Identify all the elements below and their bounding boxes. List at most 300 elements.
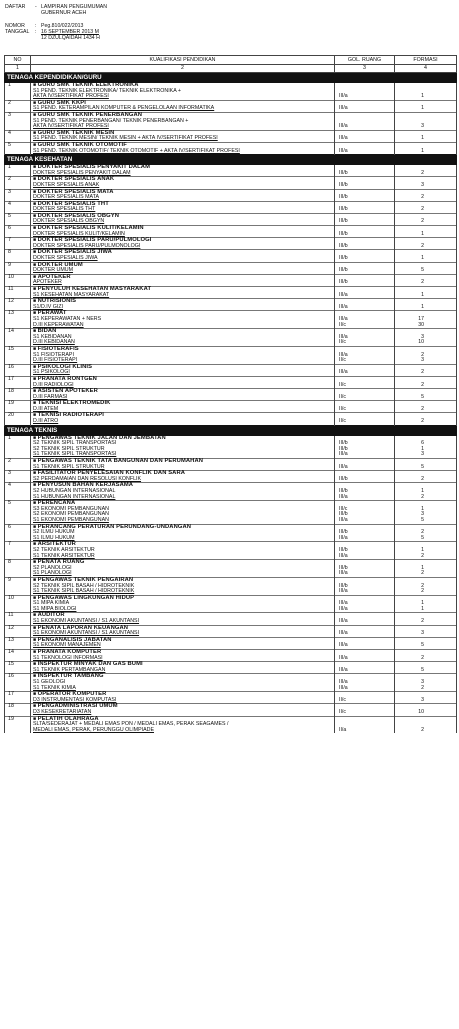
formasi-cell xyxy=(395,716,457,733)
formasi-value: 1 xyxy=(421,303,424,310)
qualification-text: DOKTER SPESIALIS MATA xyxy=(33,194,100,201)
row-number: 19 xyxy=(5,401,31,413)
qualification-text: S1 HUBUNGAN INTERNASIONAL xyxy=(33,493,116,500)
position-title: ■ APOTEKER xyxy=(33,275,332,281)
formasi-value: 2 xyxy=(421,552,424,559)
table-row xyxy=(5,716,457,733)
gol-ruang-value: III/a xyxy=(339,105,348,112)
gol-ruang-cell xyxy=(335,650,395,662)
formasi-value: 2 xyxy=(421,218,424,225)
gol-ruang-cell xyxy=(335,83,395,101)
position-title: ■ PENGAWAS TEKNIK TATA BANGUNAN DAN PERUMAHAN xyxy=(33,459,332,465)
formasi-cell xyxy=(395,674,457,692)
table-row xyxy=(5,637,457,649)
kualifikasi-cell xyxy=(31,637,335,649)
table-row xyxy=(5,459,457,471)
table-row xyxy=(5,524,457,542)
qualification-text: S1 KEBIDANAN xyxy=(33,333,72,340)
table-row xyxy=(5,112,457,130)
formasi-value: 3 xyxy=(421,123,424,130)
table-row xyxy=(5,83,457,101)
row-number: 4 xyxy=(5,130,31,142)
table-row xyxy=(5,674,457,692)
row-number: 13 xyxy=(5,637,31,649)
gol-ruang-value: III/b xyxy=(339,546,348,553)
formasi-value: 1 xyxy=(421,600,424,607)
formasi-value: 30 xyxy=(418,321,424,328)
kualifikasi-cell xyxy=(31,560,335,578)
formasi-cell xyxy=(395,142,457,154)
row-number: 2 xyxy=(5,177,31,189)
formasi-cell xyxy=(395,560,457,578)
table-row xyxy=(5,704,457,716)
formasi-value: 2 xyxy=(421,582,424,589)
qualification-text: S2 PERDAMAIAN DAN RESOLUSI KONFLIK xyxy=(33,475,142,482)
section-title: TENAGA KESEHATAN xyxy=(5,155,457,165)
gol-ruang-value: III/a xyxy=(339,618,348,625)
formasi-cell xyxy=(395,483,457,501)
table-row xyxy=(5,413,457,425)
formasi-value: 2 xyxy=(421,684,424,691)
kualifikasi-cell xyxy=(31,226,335,238)
gol-ruang-value: III/a xyxy=(339,303,348,310)
table-row xyxy=(5,542,457,560)
formasi-value: 5 xyxy=(421,516,424,523)
gol-ruang-cell xyxy=(335,413,395,425)
kualifikasi-cell xyxy=(31,112,335,130)
kualifikasi-cell xyxy=(31,250,335,262)
formasi-value: 3 xyxy=(421,696,424,703)
row-number: 5 xyxy=(5,213,31,225)
tanggal-value-1: 16 SEPTEMBER 2013 M xyxy=(41,29,99,35)
table-row xyxy=(5,595,457,613)
row-number: 5 xyxy=(5,142,31,154)
gol-ruang-value: III/b xyxy=(339,445,348,452)
kualifikasi-cell xyxy=(31,662,335,674)
position-title: ■ GURU SMK TEKNIK ELEKTRONIKA xyxy=(33,83,332,89)
formasi-value: 2 xyxy=(421,169,424,176)
gol-ruang-value: II/c xyxy=(339,405,346,412)
qualification-text: S1 MIPA KIMIA xyxy=(33,600,70,607)
row-number: 16 xyxy=(5,364,31,376)
row-number: 1 xyxy=(5,435,31,458)
gol-ruang-value: III/a xyxy=(339,123,348,130)
table-row xyxy=(5,213,457,225)
gol-ruang-value: III/b xyxy=(339,511,348,518)
position-title: ■ BIDAN xyxy=(33,329,332,335)
gol-ruang-cell xyxy=(335,112,395,130)
qualification-text: S1 MIPA BIOLOGI xyxy=(33,605,77,612)
kualifikasi-cell xyxy=(31,501,335,524)
formasi-cell xyxy=(395,389,457,401)
formasi-value: 17 xyxy=(418,315,424,322)
gol-ruang-value: III/a xyxy=(339,605,348,612)
formasi-value: 6 xyxy=(421,440,424,447)
row-number: 1 xyxy=(5,165,31,177)
formasi-value: 2 xyxy=(421,405,424,412)
gol-ruang-cell xyxy=(335,287,395,299)
gol-ruang-value: III/a xyxy=(339,291,348,298)
kualifikasi-cell xyxy=(31,262,335,274)
formasi-cell xyxy=(395,459,457,471)
qualification-text: DOKTER UMUM xyxy=(33,267,74,274)
qualification-text: S1 TEKNOLOGI INFORMASI xyxy=(33,654,103,661)
qualification-text: S1 PLANOLOGI xyxy=(33,570,72,577)
gol-ruang-cell xyxy=(335,201,395,213)
formasi-value: 2 xyxy=(421,242,424,249)
gol-ruang-value: II/c xyxy=(339,708,346,715)
gol-ruang-value: II/c xyxy=(339,339,346,346)
position-title: ■ PENYULUH KESEHATAN MASYARAKAT xyxy=(33,287,332,293)
position-title: ■ DOKTER SPESIALIS MATA xyxy=(33,190,332,196)
gol-ruang-value: III/a xyxy=(339,666,348,673)
gol-ruang-value: III/a xyxy=(339,135,348,142)
row-number: 12 xyxy=(5,625,31,637)
gol-ruang-cell xyxy=(335,346,395,364)
position-title: ■ GURU SMK TEKNIK OTOMOTIF xyxy=(33,143,332,149)
qualification-text: D.III ATRO xyxy=(33,418,59,425)
formasi-cell xyxy=(395,250,457,262)
row-number: 20 xyxy=(5,413,31,425)
formasi-value: 1 xyxy=(421,488,424,494)
kualifikasi-cell xyxy=(31,142,335,154)
qualification-text: S1 PSIKOLOGI xyxy=(33,369,70,376)
gol-ruang-cell xyxy=(335,177,395,189)
row-number: 4 xyxy=(5,483,31,501)
position-title: ■ INSPEKTUR MINYAK DAN GAS BUMI xyxy=(33,662,332,668)
qualification-text: S1 TEKNIK SIPIL TRANSPORTASI xyxy=(33,451,117,458)
position-title: ■ PRANATA RONTGEN xyxy=(33,377,332,383)
formasi-value: 2 xyxy=(421,194,424,201)
formasi-value: 2 xyxy=(421,369,424,376)
column-number-row xyxy=(5,65,457,73)
formasi-cell xyxy=(395,329,457,347)
table-row xyxy=(5,226,457,238)
position-title: ■ PRANATA KOMPUTER xyxy=(33,650,332,656)
position-title: ■ PENGADMINISTRASI UMUM xyxy=(33,704,332,710)
section-header xyxy=(5,425,457,435)
formasi-value: 1 xyxy=(421,93,424,100)
gol-ruang-cell xyxy=(335,637,395,649)
kualifikasi-cell xyxy=(31,389,335,401)
gol-ruang-cell xyxy=(335,401,395,413)
kualifikasi-cell xyxy=(31,704,335,716)
row-number: 18 xyxy=(5,389,31,401)
position-title: ■ PSIKOLOGI KLINIS xyxy=(33,365,332,371)
gol-ruang-value: III/a xyxy=(339,600,348,607)
formasi-value: 1 xyxy=(421,105,424,112)
table-row xyxy=(5,287,457,299)
gol-ruang-value: III/a xyxy=(339,642,348,649)
formasi-value: 2 xyxy=(421,381,424,388)
kualifikasi-cell xyxy=(31,692,335,704)
gol-ruang-cell xyxy=(335,459,395,471)
position-title: ■ GURU SMK TEKNIK MESIN xyxy=(33,131,332,137)
table-row xyxy=(5,376,457,388)
formasi-cell xyxy=(395,262,457,274)
position-title: ■ FISIOTERAFIS xyxy=(33,347,332,353)
row-number: 18 xyxy=(5,704,31,716)
position-title: ■ PERAWAT xyxy=(33,311,332,317)
formasi-value: 1 xyxy=(421,147,424,154)
qualification-text: DOKTER SPESIALIS PARU/PULMONOLOGI xyxy=(33,242,141,249)
row-number: 4 xyxy=(5,201,31,213)
table-row xyxy=(5,346,457,364)
gol-ruang-cell xyxy=(335,262,395,274)
kualifikasi-cell xyxy=(31,329,335,347)
formasi-value: 1 xyxy=(421,505,424,512)
gol-ruang-cell xyxy=(335,250,395,262)
position-title: ■ DOKTER SPESIALIS PENYAKIT DALAM xyxy=(33,165,332,171)
column-header-no: NO xyxy=(5,56,31,65)
nomor-label: NOMOR xyxy=(5,23,25,29)
row-number: 11 xyxy=(5,287,31,299)
column-header-gol-ruang: GOL. RUANG xyxy=(335,56,395,65)
formasi-value: 2 xyxy=(421,654,424,661)
gol-ruang-cell xyxy=(335,142,395,154)
formasi-value: 1 xyxy=(421,255,424,262)
gol-ruang-cell xyxy=(335,674,395,692)
formasi-cell xyxy=(395,287,457,299)
formasi-value: 2 xyxy=(421,418,424,425)
kualifikasi-cell xyxy=(31,650,335,662)
tanggal-label: TANGGAL xyxy=(5,29,30,35)
gol-ruang-cell xyxy=(335,501,395,524)
position-title: ■ FASILITATOR PENYELESAIAN KONFLIK DAN SARA xyxy=(33,471,332,477)
gol-ruang-value: III/b xyxy=(339,440,348,447)
formasi-value: 3 xyxy=(421,451,424,458)
formasi-cell xyxy=(395,435,457,458)
position-title: ■ DOKTER SPESIALIS PARU/PULMOLOGI xyxy=(33,238,332,244)
qualification-text: S1 PEND. TEKNIK OTOMOTIF/ TEKNIK OTOMOTIF + AKTA IV/SERTIFIKAT PROFESI xyxy=(33,147,240,154)
table-row xyxy=(5,560,457,578)
formasi-cell xyxy=(395,542,457,560)
table-row xyxy=(5,662,457,674)
gol-ruang-cell xyxy=(335,165,395,177)
qualification-text: S1 TEKNIK ARSITEKTUR xyxy=(33,552,95,559)
formasi-value: 5 xyxy=(421,666,424,673)
gol-ruang-value: III/b xyxy=(339,564,348,571)
row-number: 2 xyxy=(5,459,31,471)
formasi-value: 5 xyxy=(421,463,424,470)
row-number: 3 xyxy=(5,189,31,201)
gol-ruang-value: III/a xyxy=(339,463,348,470)
qualification-text: S1 EKONOMI AKUNTANSI / S1 AKUNTANSI xyxy=(33,630,140,637)
table-row xyxy=(5,625,457,637)
qualification-text: DOKTER SPESIALIS JIWA xyxy=(33,255,98,262)
formasi-cell xyxy=(395,704,457,716)
formasi-cell xyxy=(395,625,457,637)
formasi-cell xyxy=(395,226,457,238)
row-number: 15 xyxy=(5,662,31,674)
row-number: 10 xyxy=(5,595,31,613)
formasi-value: 2 xyxy=(421,588,424,595)
formasi-cell xyxy=(395,650,457,662)
gol-ruang-cell xyxy=(335,364,395,376)
gol-ruang-cell xyxy=(335,389,395,401)
gol-ruang-value: II/c xyxy=(339,321,346,328)
formasi-value: 3 xyxy=(421,357,424,364)
qualification-text: S1 TEKNIK PERTAMBANGAN xyxy=(33,666,106,673)
row-number: 6 xyxy=(5,226,31,238)
qualification-text: D.III FARMASI xyxy=(33,393,68,400)
daftar-label: DAFTAR xyxy=(5,4,26,10)
position-title: ■ PENGAWAS TEKNIK PENGAIRAN xyxy=(33,578,332,584)
qualification-text: S1 PEND. KETERAMPILAN KOMPUTER & PENGELOLAAN INFORMATIKA xyxy=(33,105,215,112)
position-title: ■ DOKTER SPESIALIS KULIT/KELAMIN xyxy=(33,226,332,232)
row-number: 3 xyxy=(5,112,31,130)
row-number: 16 xyxy=(5,674,31,692)
formasi-cell xyxy=(395,165,457,177)
qualification-text: S1 FISIOTERAPI xyxy=(33,351,74,358)
section-title: TENAGA KEPENDIDIKAN/GURU xyxy=(5,73,457,83)
formasi-cell xyxy=(395,346,457,364)
gol-ruang-cell xyxy=(335,704,395,716)
formasi-value: 2 xyxy=(421,493,424,500)
gol-ruang-value: III/b xyxy=(339,218,348,225)
qualification-text: APOTEKER xyxy=(33,279,62,286)
position-title: ■ PENGAWAS TEKNIK JALAN DAN JEMBATAN xyxy=(33,436,332,442)
formasi-value: 3 xyxy=(421,333,424,340)
formasi-value: 5 xyxy=(421,267,424,274)
gol-ruang-value: III/b xyxy=(339,475,348,482)
formasi-cell xyxy=(395,595,457,613)
formasi-value: 3 xyxy=(421,181,424,188)
qualification-text: S1 GEOLOGI xyxy=(33,679,66,685)
formasi-cell xyxy=(395,274,457,286)
position-title: ■ PENGANALISIS JABATAN xyxy=(33,638,332,644)
position-title: ■ PENGAWAS LINGKUNGAN HIDUP xyxy=(33,596,332,602)
gol-ruang-value: III/a xyxy=(339,588,348,595)
gol-ruang-value: III/a xyxy=(339,369,348,376)
kualifikasi-cell xyxy=(31,287,335,299)
position-title: ■ PELATIH OLAHRAGA xyxy=(33,717,332,723)
column-number-1: 1 xyxy=(5,65,31,73)
nomor-value: Peg.810/022/2013 xyxy=(41,23,84,29)
position-title: ■ TEKNISI RADIOTERAPI xyxy=(33,413,332,419)
gol-ruang-value: III/b xyxy=(339,488,348,494)
gol-ruang-value: III/b xyxy=(339,529,348,536)
formasi-cell xyxy=(395,130,457,142)
qualification-text: S2 TEKNIK SIPIL STRUKTUR xyxy=(33,445,105,452)
kualifikasi-cell xyxy=(31,716,335,733)
kualifikasi-cell xyxy=(31,413,335,425)
position-title: ■ OPERATOR KOMPUTER xyxy=(33,692,332,698)
qualification-text: S1 ILMU HUKUM xyxy=(33,534,75,541)
gol-ruang-value: III/a xyxy=(339,630,348,637)
table-row xyxy=(5,613,457,625)
row-number: 15 xyxy=(5,346,31,364)
formasi-value: 1 xyxy=(421,291,424,298)
kualifikasi-cell xyxy=(31,189,335,201)
formasi-value: 5 xyxy=(421,534,424,541)
kualifikasi-cell xyxy=(31,524,335,542)
qualification-text: D3 KESEKRETARIATAN xyxy=(33,708,92,715)
formasi-value: 1 xyxy=(421,546,424,553)
qualification-text: DOKTER SPESIALIS ANAK xyxy=(33,181,100,188)
table-row xyxy=(5,201,457,213)
kualifikasi-cell xyxy=(31,595,335,613)
qualification-text: S1 TEKNIK SIPIL STRUKTUR xyxy=(33,463,105,470)
formasi-value: 5 xyxy=(421,642,424,649)
kualifikasi-cell xyxy=(31,130,335,142)
daftar-line: DAFTAR - LAMPIRAN PENGUMUMAN xyxy=(5,4,108,10)
position-title: ■ GURU SMK KKPI xyxy=(33,101,332,107)
gol-ruang-value: III/b xyxy=(339,181,348,188)
formasi-value: 2 xyxy=(421,351,424,358)
kualifikasi-cell xyxy=(31,346,335,364)
qualification-text: S2 PLANOLOGI xyxy=(33,564,72,571)
table-row xyxy=(5,483,457,501)
position-title: ■ DOKTER SPESIALIS JIWA xyxy=(33,250,332,256)
gol-ruang-value: III/a xyxy=(339,552,348,559)
kualifikasi-cell xyxy=(31,577,335,595)
gol-ruang-value: III/c xyxy=(339,505,348,512)
qualification-text: S1 EKONOMI MANAJEMEN xyxy=(33,642,101,649)
row-number: 2 xyxy=(5,100,31,112)
column-number-2: 2 xyxy=(31,65,335,73)
row-number: 11 xyxy=(5,613,31,625)
gol-ruang-value: III/a xyxy=(339,654,348,661)
row-number: 5 xyxy=(5,501,31,524)
gol-ruang-cell xyxy=(335,435,395,458)
gol-ruang-cell xyxy=(335,213,395,225)
gol-ruang-value: III/a xyxy=(339,493,348,500)
kualifikasi-cell xyxy=(31,483,335,501)
formasi-value: 3 xyxy=(421,511,424,518)
formasi-cell xyxy=(395,662,457,674)
qualification-text: S2 HUBUNGAN INTERNASIONAL xyxy=(33,488,116,494)
gol-ruang-value: III/a xyxy=(339,570,348,577)
qualification-text: DOKTER SPESIALIS OBGYN xyxy=(33,218,105,225)
gol-ruang-cell xyxy=(335,311,395,329)
formasi-cell xyxy=(395,311,457,329)
gol-ruang-value: III/a xyxy=(339,351,348,358)
gol-ruang-value: III/a xyxy=(339,516,348,523)
table-row xyxy=(5,142,457,154)
qualification-text: D.III KEPERAWATAN xyxy=(33,321,84,328)
section-title: TENAGA TEKNIS xyxy=(5,425,457,435)
gol-ruang-cell xyxy=(335,560,395,578)
formasi-value: 2 xyxy=(421,475,424,482)
kualifikasi-cell xyxy=(31,364,335,376)
formasi-cell xyxy=(395,213,457,225)
formasi-value: 1 xyxy=(421,605,424,612)
kualifikasi-cell xyxy=(31,299,335,311)
row-number: 12 xyxy=(5,299,31,311)
formasi-value: 10 xyxy=(418,339,424,346)
gol-ruang-value: II/c xyxy=(339,357,346,364)
gol-ruang-cell xyxy=(335,542,395,560)
row-number: 3 xyxy=(5,471,31,483)
qualification-text: D.III FISIOTERAPI xyxy=(33,357,78,364)
row-number: 10 xyxy=(5,274,31,286)
formasi-cell xyxy=(395,413,457,425)
gol-ruang-value: III/b xyxy=(339,242,348,249)
position-title: ■ PERANCANG PERATURAN PERUNDANG-UNDANGAN xyxy=(33,525,332,531)
formasi-cell xyxy=(395,524,457,542)
section-header xyxy=(5,73,457,83)
gol-ruang-cell xyxy=(335,716,395,733)
qualification-text: S1 PEND. TEKNIK MESIN/ TEKNIK MESIN + AKTA IV/SERTIFIKAT PROFESI xyxy=(33,135,218,142)
daftar-value-1: LAMPIRAN PENGUMUMAN xyxy=(41,4,108,10)
table-row xyxy=(5,262,457,274)
table-row xyxy=(5,435,457,458)
formasi-cell xyxy=(395,112,457,130)
gol-ruang-value: II/c xyxy=(339,418,346,425)
position-title: ■ GURU SMK TEKNIK PENERBANGAN xyxy=(33,113,332,119)
qualification-text: S1 TEKNIK KIMIA xyxy=(33,684,76,691)
